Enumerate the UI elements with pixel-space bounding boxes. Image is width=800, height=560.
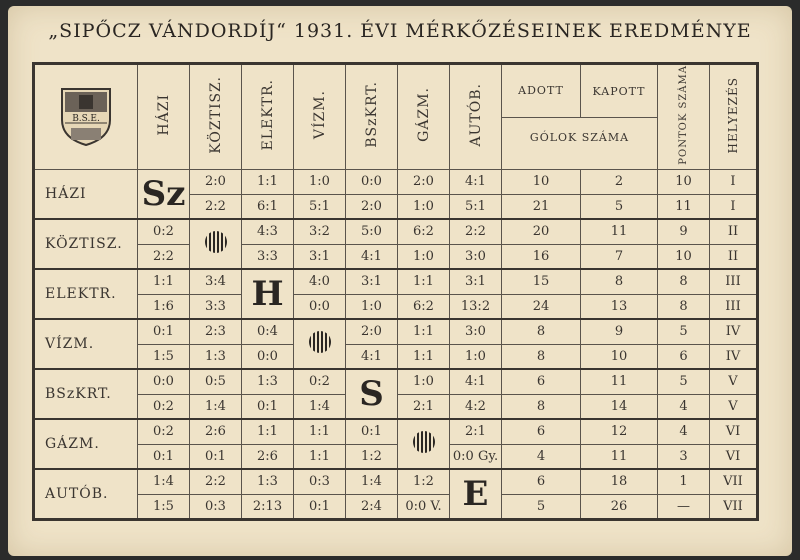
score-cell: 2:0 [190, 169, 242, 194]
pontok-cell: — [658, 494, 710, 519]
score-cell: 1:4 [346, 469, 398, 494]
table-row [34, 469, 758, 494]
score-cell: 1:0 [346, 294, 398, 319]
score-cell: 0:4 [242, 319, 294, 344]
pontok-cell: 8 [658, 269, 710, 294]
score-cell: 0:0 [242, 344, 294, 369]
score-cell: 3:1 [450, 269, 502, 294]
score-cell: 1:0 [450, 344, 502, 369]
pontok-cell: 8 [658, 294, 710, 319]
score-cell: 0:0 [294, 294, 346, 319]
score-cell: 1:1 [242, 419, 294, 444]
score-cell: 3:0 [450, 319, 502, 344]
svg-text:B.S.E.: B.S.E. [72, 113, 100, 124]
helyezes-cell: III [710, 294, 758, 319]
score-cell: 4:3 [242, 219, 294, 244]
results-table [32, 62, 759, 521]
kapott-cell: 11 [581, 219, 658, 244]
score-cell: 2:2 [450, 219, 502, 244]
score-cell: 1:5 [138, 344, 190, 369]
col-header-gazm: GÁZM. [398, 64, 450, 170]
score-cell: 5:0 [346, 219, 398, 244]
score-cell: 0:1 [294, 494, 346, 519]
helyezes-cell: VI [710, 444, 758, 469]
score-cell: 2:0 [346, 319, 398, 344]
adott-cell: 6 [502, 419, 581, 444]
diagonal-cell [190, 219, 242, 269]
score-cell: 2:6 [242, 444, 294, 469]
score-cell: 1:1 [294, 419, 346, 444]
header-row [34, 64, 758, 170]
pontok-header: PONTOK SZÁMA [658, 64, 710, 170]
score-cell: 2:2 [190, 194, 242, 219]
score-cell: 2:3 [190, 319, 242, 344]
row-label: HÁZI [34, 169, 138, 219]
score-cell: 0:1 [190, 444, 242, 469]
score-cell: 0:2 [294, 369, 346, 394]
score-cell: 4:1 [346, 244, 398, 269]
kapott-cell: 9 [581, 319, 658, 344]
score-cell: 0:2 [138, 419, 190, 444]
pontok-cell: 6 [658, 344, 710, 369]
adott-cell: 5 [502, 494, 581, 519]
row-label: ELEKTR. [34, 269, 138, 319]
row-label: KÖZTISZ. [34, 219, 138, 269]
table-row [34, 344, 758, 369]
kapott-header: KAPOTT [592, 84, 646, 98]
score-cell: 3:0 [450, 244, 502, 269]
row-label: AUTÓB. [34, 469, 138, 519]
golok-header: GÓLOK SZÁMA [529, 131, 630, 144]
score-cell: 1:1 [294, 444, 346, 469]
table-row [34, 269, 758, 294]
score-cell: 0:5 [190, 369, 242, 394]
table-row [34, 169, 758, 194]
score-cell: 5:1 [450, 194, 502, 219]
adott-cell: 20 [502, 219, 581, 244]
table-row [34, 369, 758, 394]
score-cell: 2:0 [346, 194, 398, 219]
helyezes-header: HELYEZÉS [710, 64, 758, 170]
kapott-cell: 12 [581, 419, 658, 444]
pontok-cell: 9 [658, 219, 710, 244]
score-cell: 3:1 [294, 244, 346, 269]
table-row [34, 294, 758, 319]
pontok-cell: 4 [658, 394, 710, 419]
col-header-hazi: HÁZI [138, 64, 190, 170]
helyezes-cell: VII [710, 494, 758, 519]
score-cell: 1:0 [398, 194, 450, 219]
score-cell: 1:0 [398, 244, 450, 269]
pontok-cell: 5 [658, 369, 710, 394]
score-cell: 0:1 [138, 444, 190, 469]
score-cell: 1:4 [294, 394, 346, 419]
score-cell: 1:1 [138, 269, 190, 294]
score-cell: 4:0 [294, 269, 346, 294]
score-cell: 4:1 [346, 344, 398, 369]
score-cell: 4:1 [450, 369, 502, 394]
diagonal-letter: E [462, 473, 489, 514]
table-row [34, 319, 758, 344]
score-cell: 6:2 [398, 219, 450, 244]
helyezes-cell: I [710, 169, 758, 194]
score-cell: 1:6 [138, 294, 190, 319]
kapott-cell: 26 [581, 494, 658, 519]
table-row [34, 419, 758, 444]
table-row [34, 444, 758, 469]
score-cell: 1:3 [242, 369, 294, 394]
score-cell: 1:1 [398, 269, 450, 294]
score-cell: 3:3 [242, 244, 294, 269]
score-cell: 1:0 [398, 369, 450, 394]
score-cell: 4:2 [450, 394, 502, 419]
helyezes-cell: V [710, 369, 758, 394]
logo-cell [34, 64, 138, 170]
hatched-circle-icon [413, 431, 435, 453]
score-cell: 0:0 V. [398, 494, 450, 519]
score-cell: 1:3 [242, 469, 294, 494]
diagonal-letter: S [359, 374, 384, 415]
adott-cell: 8 [502, 319, 581, 344]
kapott-cell: 10 [581, 344, 658, 369]
score-cell: 0:3 [294, 469, 346, 494]
diagonal-cell [294, 319, 346, 369]
score-cell: 0:0 [138, 369, 190, 394]
helyezes-cell: IV [710, 319, 758, 344]
score-cell: 2:1 [450, 419, 502, 444]
score-cell: 0:1 [242, 394, 294, 419]
table-row [34, 494, 758, 519]
col-header-vizm: VÍZM. [294, 64, 346, 170]
score-cell: 6:1 [242, 194, 294, 219]
pontok-cell: 11 [658, 194, 710, 219]
adott-cell: 24 [502, 294, 581, 319]
pontok-cell: 4 [658, 419, 710, 444]
hatched-circle-icon [309, 331, 331, 353]
results-card [8, 6, 792, 556]
score-cell: 6:2 [398, 294, 450, 319]
helyezes-cell: II [710, 219, 758, 244]
adott-cell: 8 [502, 394, 581, 419]
col-header-elektr: ELEKTR. [242, 64, 294, 170]
helyezes-cell: III [710, 269, 758, 294]
pontok-cell: 5 [658, 319, 710, 344]
hatched-circle-icon [205, 231, 227, 253]
helyezes-cell: V [710, 394, 758, 419]
adott-cell: 6 [502, 369, 581, 394]
pontok-cell: 1 [658, 469, 710, 494]
kapott-cell: 8 [581, 269, 658, 294]
score-cell: 0:0 Gy. [450, 444, 502, 469]
helyezes-cell: II [710, 244, 758, 269]
col-header-bszkrt: BSzKRT. [346, 64, 398, 170]
kapott-cell: 13 [581, 294, 658, 319]
diagonal-letter: H [251, 274, 284, 315]
adott-cell: 10 [502, 169, 581, 194]
pontok-cell: 10 [658, 169, 710, 194]
score-cell: 5:1 [294, 194, 346, 219]
col-header-koztisz: KÖZTISZ. [190, 64, 242, 170]
card-title: „SIPŐCZ VÁNDORDÍJ“ 1931. ÉVI MÉRKŐZÉSEINEK EREDMÉNYE [48, 20, 752, 42]
helyezes-cell: I [710, 194, 758, 219]
score-cell: 2:1 [398, 394, 450, 419]
score-cell: 1:0 [294, 169, 346, 194]
score-cell: 2:2 [138, 244, 190, 269]
score-cell: 1:1 [398, 344, 450, 369]
adott-cell: 16 [502, 244, 581, 269]
score-cell: 0:3 [190, 494, 242, 519]
pontok-cell: 10 [658, 244, 710, 269]
adott-cell: 6 [502, 469, 581, 494]
diagonal-cell [242, 269, 294, 319]
score-cell: 1:2 [346, 444, 398, 469]
pontok-cell: 3 [658, 444, 710, 469]
kapott-cell: 11 [581, 369, 658, 394]
diagonal-cell [398, 419, 450, 469]
score-cell: 1:3 [190, 344, 242, 369]
score-cell: 2:2 [190, 469, 242, 494]
score-cell: 0:1 [138, 319, 190, 344]
goals-header [502, 64, 658, 170]
score-cell: 0:0 [346, 169, 398, 194]
adott-cell: 15 [502, 269, 581, 294]
row-label: BSzKRT. [34, 369, 138, 419]
score-cell: 3:2 [294, 219, 346, 244]
adott-cell: 4 [502, 444, 581, 469]
bse-shield-icon [59, 86, 113, 148]
kapott-cell: 7 [581, 244, 658, 269]
score-cell: 1:2 [398, 469, 450, 494]
diagonal-cell [450, 469, 502, 519]
kapott-cell: 18 [581, 469, 658, 494]
score-cell: 1:1 [242, 169, 294, 194]
adott-header: ADOTT [502, 65, 581, 117]
row-label: VÍZM. [34, 319, 138, 369]
kapott-cell: 14 [581, 394, 658, 419]
score-cell: 2:6 [190, 419, 242, 444]
helyezes-cell: VI [710, 419, 758, 444]
score-cell: 1:4 [138, 469, 190, 494]
helyezes-cell: VII [710, 469, 758, 494]
score-cell: 3:3 [190, 294, 242, 319]
kapott-cell: 5 [581, 194, 658, 219]
kapott-cell: 11 [581, 444, 658, 469]
row-label: GÁZM. [34, 419, 138, 469]
col-header-autob: AUTÓB. [450, 64, 502, 170]
adott-cell: 8 [502, 344, 581, 369]
diagonal-cell [138, 169, 190, 219]
score-cell: 4:1 [450, 169, 502, 194]
score-cell: 2:0 [398, 169, 450, 194]
score-cell: 3:1 [346, 269, 398, 294]
table-row [34, 244, 758, 269]
score-cell: 13:2 [450, 294, 502, 319]
kapott-cell: 2 [581, 169, 658, 194]
score-cell: 1:4 [190, 394, 242, 419]
score-cell: 0:1 [346, 419, 398, 444]
table-row [34, 219, 758, 244]
score-cell: 0:2 [138, 219, 190, 244]
score-cell: 2:4 [346, 494, 398, 519]
score-cell: 3:4 [190, 269, 242, 294]
score-cell: 1:5 [138, 494, 190, 519]
score-cell: 1:1 [398, 319, 450, 344]
score-cell: 0:2 [138, 394, 190, 419]
diagonal-cell [346, 369, 398, 419]
adott-cell: 21 [502, 194, 581, 219]
helyezes-cell: IV [710, 344, 758, 369]
score-cell: 2:13 [242, 494, 294, 519]
diagonal-letter: Sz [141, 173, 186, 214]
